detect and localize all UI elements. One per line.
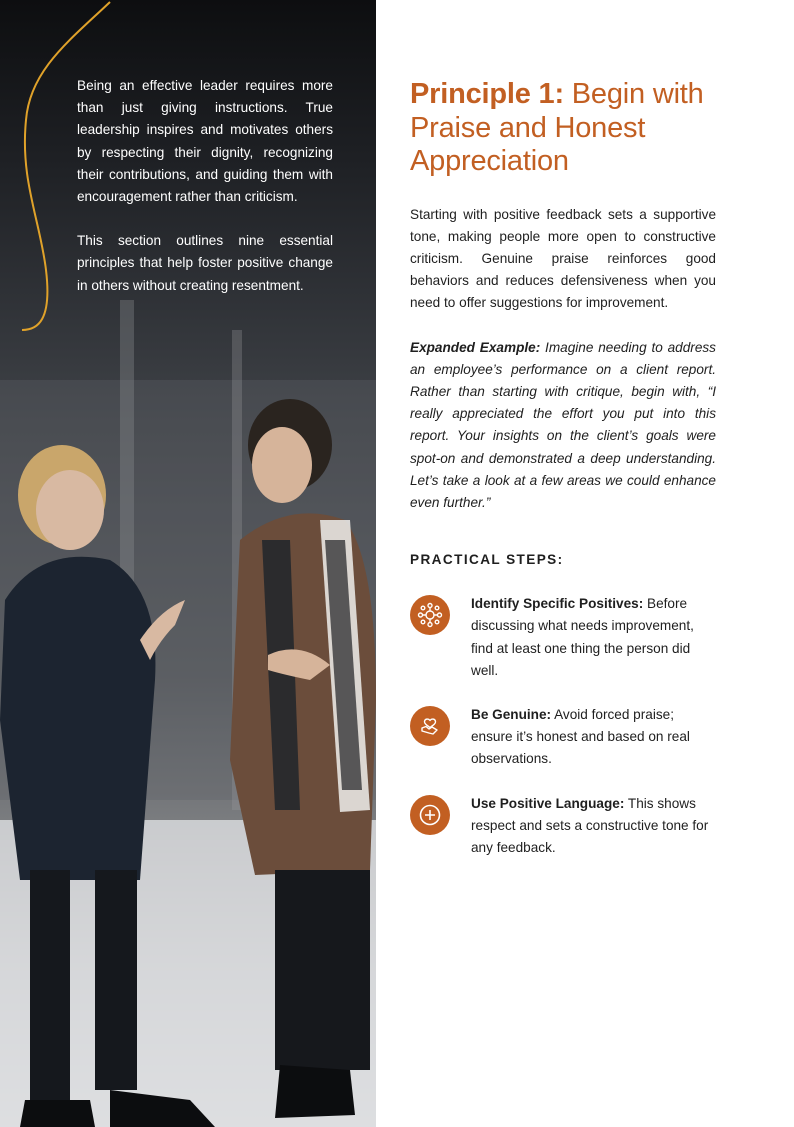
step-text: [471, 793, 716, 860]
expanded-example: [410, 337, 716, 515]
step-label: Identify Specific Positives:: [471, 596, 644, 612]
step-item: [410, 593, 716, 682]
step-label: Be Genuine:: [471, 706, 552, 722]
practical-steps-list: [410, 593, 716, 859]
step-label: Use Positive Language:: [471, 795, 625, 811]
network-icon: [410, 595, 450, 635]
principle-body: Starting with positive feedback sets a supportive tone, making people more open to constructive criticism. Genuine praise reinforces good behaviors and reduces defensiveness when you need to offer suggestions for improvement.: [410, 206, 716, 311]
practical-steps-title: PRACTICAL STEPS:: [410, 552, 564, 568]
step-description: Before discussing what needs improvement, find at least one thing the person did well.: [471, 596, 694, 678]
example-label: Expanded Example:: [410, 339, 541, 355]
step-item: [410, 793, 716, 860]
handshake-heart-icon: [410, 706, 450, 746]
step-text: [471, 593, 716, 682]
intro-text: [77, 75, 333, 297]
example-text: Imagine needing to address an employee’s performance on a client report. Rather than starting with critique, begin with, “I really appreciated the effort you put into this report. Your insights on the client’s goals were spot-on and demonstrated a deep understanding. Let’s take a look at a few areas we could enhance even further.”: [410, 339, 716, 510]
intro-paragraph-2: This section outlines nine essential principles that help foster positive change in others without creating resentment.: [77, 233, 333, 293]
step-item: [410, 704, 716, 771]
intro-paragraph-1: Being an effective leader requires more than just giving instructions. True leadership inspires and motivates others by respecting their dignity, recognizing their contributions, and guiding them with encouragement rather than criticism.: [77, 78, 333, 205]
photo-panel: [0, 0, 376, 1127]
principle-heading: [410, 78, 716, 179]
principle-heading-lead: Principle 1:: [410, 78, 564, 110]
step-description: Avoid forced praise; ensure it’s honest and based on real observations.: [471, 706, 690, 767]
step-text: [471, 704, 716, 771]
plus-circle-icon: [410, 795, 450, 835]
principle-section: [410, 78, 716, 859]
step-description: This shows respect and sets a constructive tone for any feedback.: [471, 795, 709, 855]
principle-heading-rest: Begin with Praise and Honest Appreciation: [410, 78, 704, 177]
